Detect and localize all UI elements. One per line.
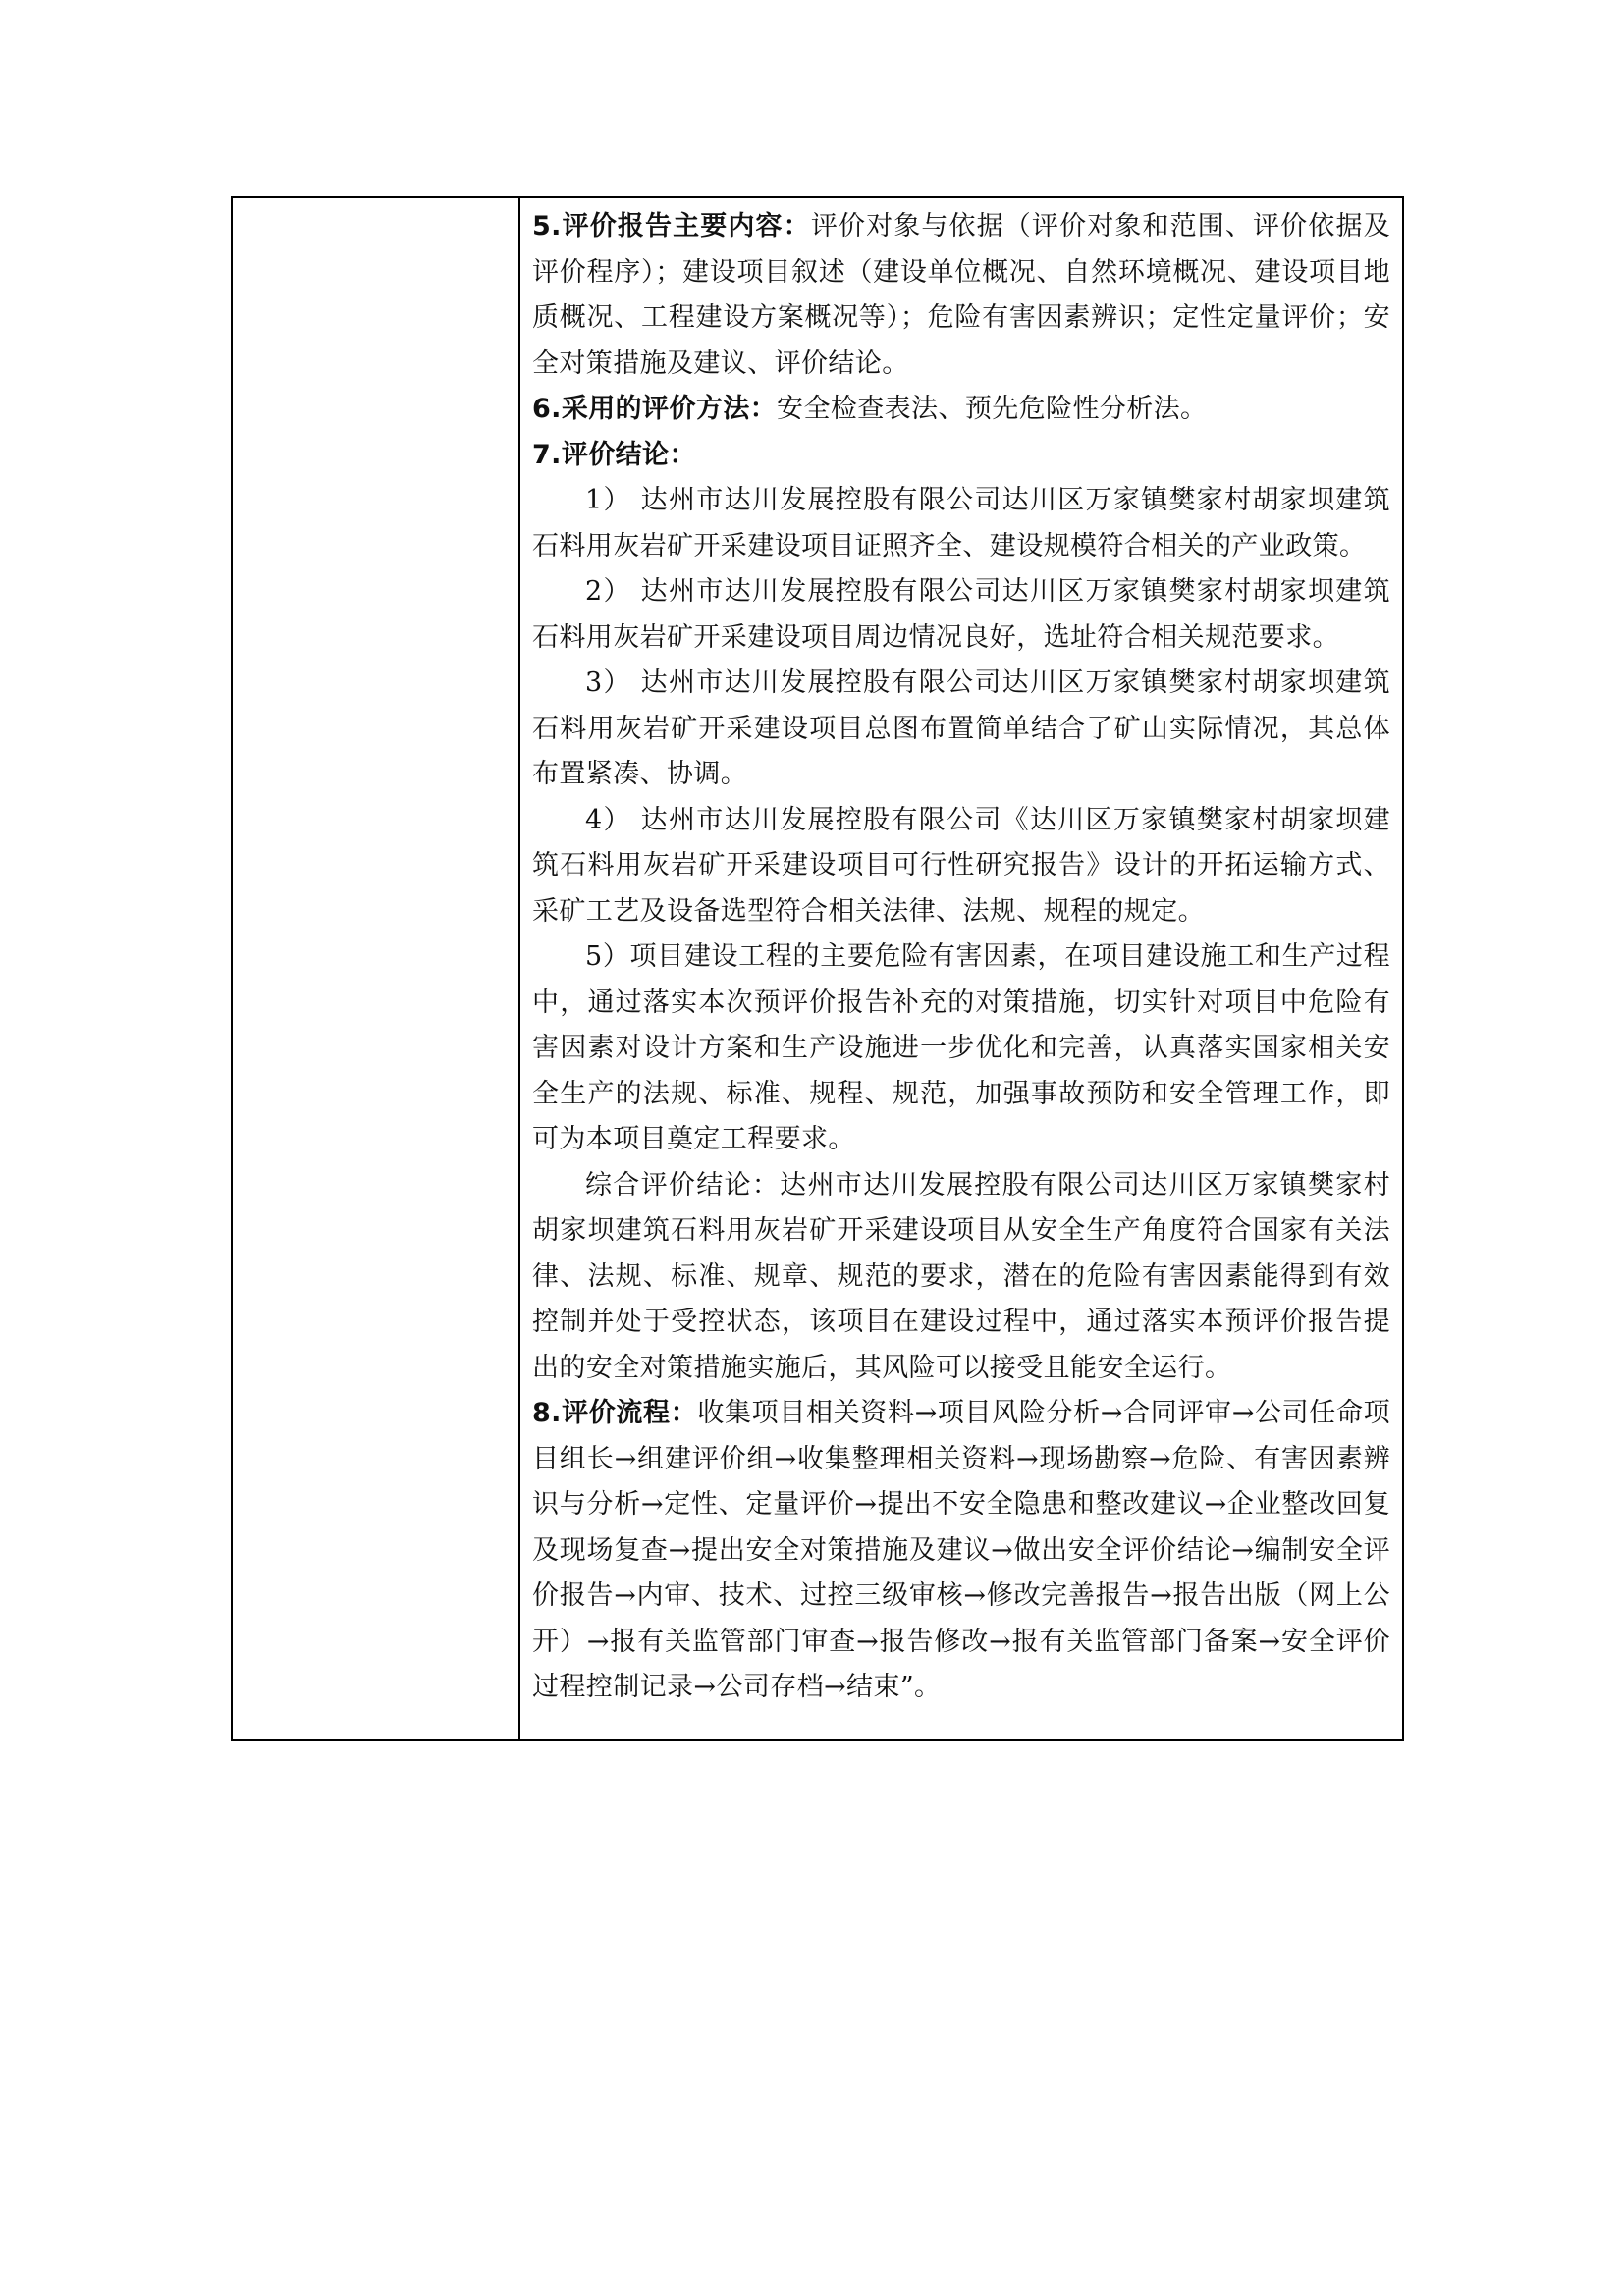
table-label-cell xyxy=(233,198,520,1739)
section-6 xyxy=(532,387,1390,433)
content-table xyxy=(231,196,1404,1741)
section-8-heading: 8.评价流程： xyxy=(532,1398,698,1428)
section-7 xyxy=(532,433,1390,479)
conclusion-item-3: 3） 达州市达川发展控股有限公司达川区万家镇樊家村胡家坝建筑石料用灰岩矿开采建设项目总图布置简单结合了矿山实际情况，其总体布置紧凑、协调。 xyxy=(532,667,1390,789)
conclusion-item-4: 4） 达州市达川发展控股有限公司《达川区万家镇樊家村胡家坝建筑石料用灰岩矿开采建设项目可行性研究报告》设计的开拓运输方式、采矿工艺及设备选型符合相关法律、法规、规程的规定。 xyxy=(532,804,1390,927)
section-5-heading: 5.评价报告主要内容： xyxy=(532,211,811,241)
table-content-cell xyxy=(520,198,1402,1739)
section-8-text: 收集项目相关资料→项目风险分析→合同评审→公司任命项目组长→组建评价组→收集整理相关资料→现场勘察→危险、有害因素辨识与分析→定性、定量评价→提出不安全隐患和整改建议→企业整改回复及现场复查→提出安全对策措施及建议→做出安全评价结论→编制安全评价报告→内审、技术、过控三级审核→修改完善报告→报告出版（网上公开）→报有关监管部门审查→报告修改→报有关监管部门备案→安全评价过程控制记录→公司存档→结束”。 xyxy=(532,1398,1390,1702)
section-5 xyxy=(532,204,1390,387)
section-5-text: 评价对象与依据（评价对象和范围、评价依据及评价程序）；建设项目叙述（建设单位概况、自然环境概况、建设项目地质概况、工程建设方案概况等）；危险有害因素辨识；定性定量评价；安全对策措施及建议、评价结论。 xyxy=(532,211,1390,379)
conclusion-item-5: 5）项目建设工程的主要危险有害因素，在项目建设施工和生产过程中，通过落实本次预评价报告补充的对策措施，切实针对项目中危险有害因素对设计方案和生产设施进一步优化和完善，认真落实国家相关安全生产的法规、标准、规程、规范，加强事故预防和安全管理工作，即可为本项目奠定工程要求。 xyxy=(532,941,1390,1154)
section-6-heading: 6.采用的评价方法： xyxy=(532,394,778,424)
conclusion-item-1: 1） 达州市达川发展控股有限公司达川区万家镇樊家村胡家坝建筑石料用灰岩矿开采建设项目证照齐全、建设规模符合相关的产业政策。 xyxy=(532,485,1390,561)
section-7-heading: 7.评价结论： xyxy=(532,439,696,470)
overall-conclusion: 综合评价结论：达州市达川发展控股有限公司达川区万家镇樊家村胡家坝建筑石料用灰岩矿开采建设项目从安全生产角度符合国家有关法律、法规、标准、规章、规范的要求，潜在的危险有害因素能得到有效控制并处于受控状态，该项目在建设过程中，通过落实本预评价报告提出的安全对策措施实施后，其风险可以接受且能安全运行。 xyxy=(532,1169,1390,1383)
section-6-text: 安全检查表法、预先危险性分析法。 xyxy=(777,394,1208,424)
section-8 xyxy=(532,1391,1390,1711)
conclusion-item-2: 2） 达州市达川发展控股有限公司达川区万家镇樊家村胡家坝建筑石料用灰岩矿开采建设项目周边情况良好，选址符合相关规范要求。 xyxy=(532,576,1390,653)
